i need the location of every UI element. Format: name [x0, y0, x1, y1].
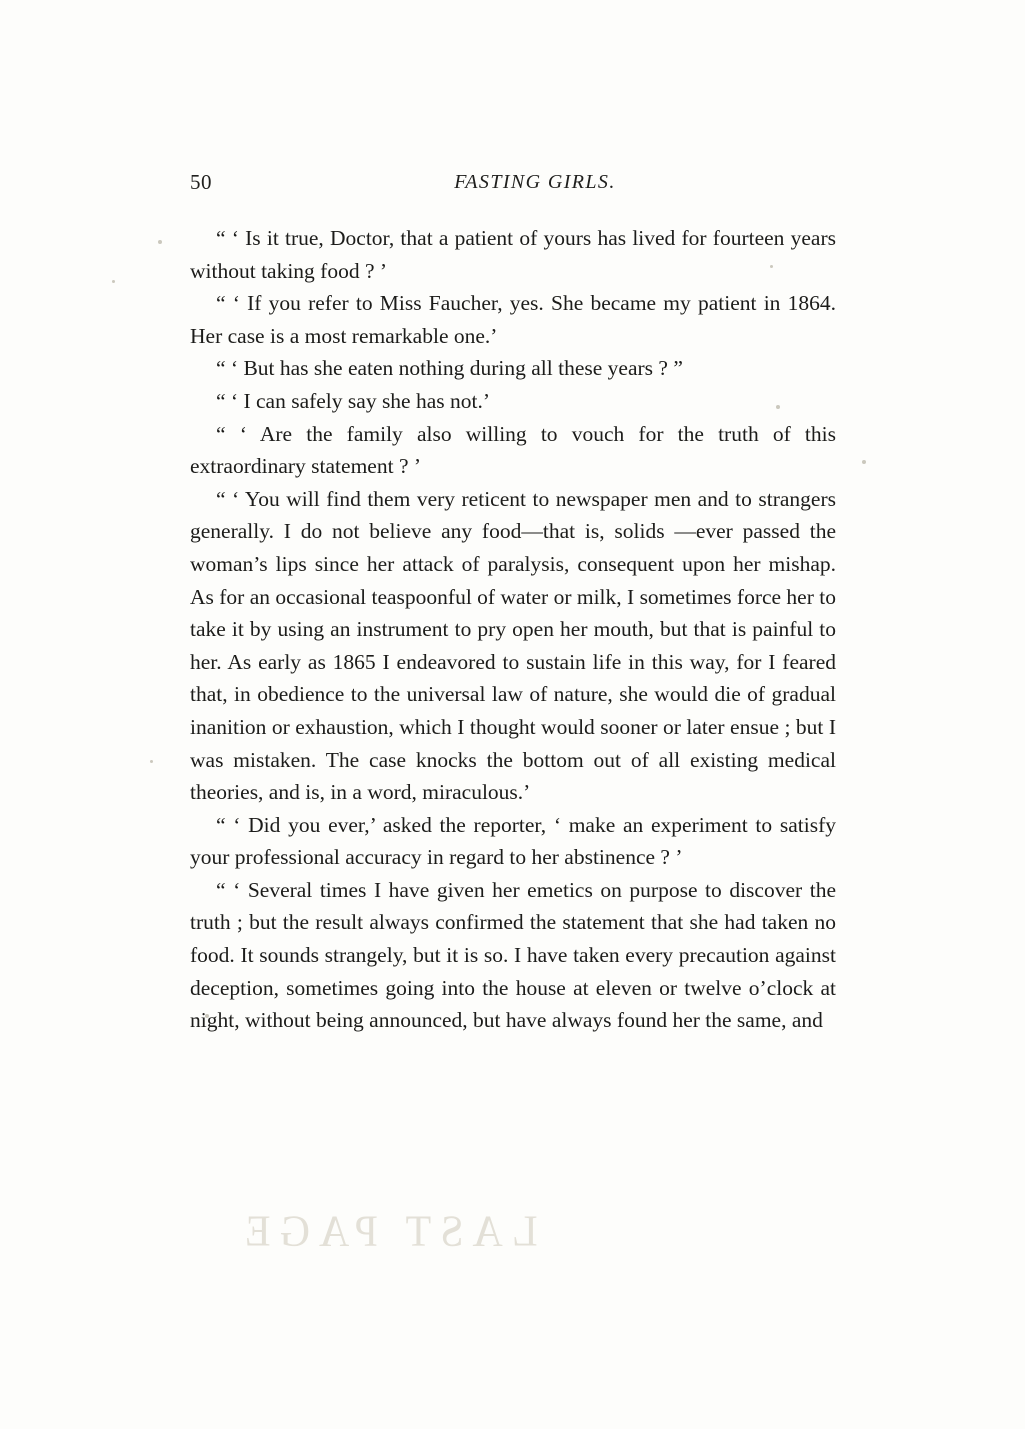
paragraph: “ ‘ Did you ever,’ asked the reporter, ‘ make an experiment to satisfy your professional accuracy in regard to her abstinence ? ’ — [190, 812, 836, 870]
page-speck — [112, 280, 115, 283]
page-content — [190, 170, 836, 1037]
watermark-text: LAST PAGE — [236, 1207, 538, 1256]
body-text — [190, 222, 836, 1037]
page-speck — [158, 240, 162, 244]
paragraph: “ ‘ You will find them very reticent to newspaper men and to strangers generally. I do not believe any food—that is, solids —ever passed the woman’s lips since her attack of paralysis, consequent upon her mishap. As for an occasional teaspoonful of water or milk, I sometimes force her to take it by using an instrument to pry open her mouth, but that is painful to her. As early as 1865 I endeavored to sustain life in this way, for I feared that, in obedience to the universal law of nature, she would die of gradual inanition or exhaustion, which I thought would sooner or later ensue ; but I was mistaken. The case knocks the bottom out of all existing medical theories, and is, in a word, miraculous.’ — [190, 486, 836, 805]
page-speck — [150, 760, 153, 763]
paragraph: “ ‘ But has she eaten nothing during all these years ? ” — [216, 356, 683, 381]
page-number: 50 — [190, 170, 212, 194]
paragraph: “ ‘ I can safely say she has not.’ — [216, 388, 491, 413]
page-watermark — [236, 1207, 656, 1270]
page-speck — [862, 460, 866, 464]
page-header — [190, 170, 836, 204]
paragraph: “ ‘ Several times I have given her emetics on purpose to discover the truth ; but the result always confirmed the statement that she had taken no food. It sounds strangely, but it is so. I have taken every precaution against deception, sometimes going into the house at eleven or twelve o’clock at night, without being announced, but have always found her the same, and — [190, 877, 836, 1033]
paragraph: “ ‘ If you refer to Miss Faucher, yes. She became my patient in 1864. Her case is a most remarkable one.’ — [190, 291, 836, 348]
paragraph: “ ‘ Are the family also willing to vouch for the truth of this extraordinary statement ? ’ — [190, 421, 836, 479]
paragraph: “ ‘ Is it true, Doctor, that a patient of yours has lived for fourteen years without taking food ? ’ — [190, 226, 836, 283]
running-head: FASTING GIRLS. — [454, 171, 616, 193]
